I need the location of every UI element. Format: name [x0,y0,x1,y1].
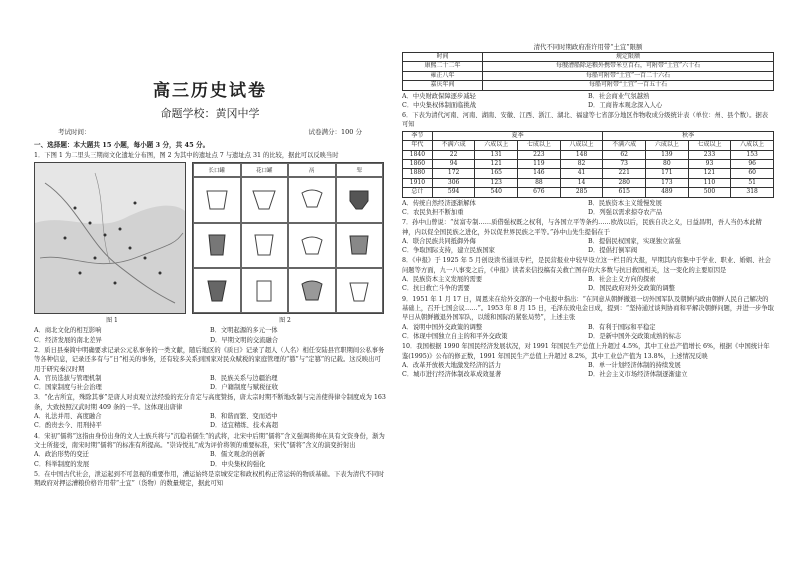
option-b[interactable]: B．单一计划经济体制的持续发展 [588,361,681,369]
table-cell: 171 [646,169,689,178]
vessel-header: 鬲 [288,163,336,177]
option-a[interactable]: A．官员选拔与管理机制 [34,375,102,383]
table-row [403,81,774,90]
table-cell: 540 [475,188,518,197]
table-cell: 121 [688,169,731,178]
table-cell: 173 [646,178,689,187]
table-cell: 123 [475,178,518,187]
table-cell: 总计 [403,188,433,197]
question-6-options [402,199,774,217]
table-cell: 139 [646,150,689,159]
option-c[interactable]: C．中央集权体制面临挑战 [402,101,477,109]
table-header: 七成以上 [518,141,561,150]
question-10-stem: 10．我国根据 1990 年国民经济发展状况，对 1991 年国民生产总值上升超过 4.5%，其中工业总产值增长 6%，根据《中国统计年鉴(1995)》公布的修正数，1991 年国民生产总值上升超过 8.2%，其中工业总产值为 13.8%，上述情况反映 [402,343,770,360]
option-a[interactable]: A．政治形势的变迁 [34,451,89,459]
table-cell: 每艘漕船除运粮外携带米豆百石，可附带“土宜”六十石 [483,62,774,71]
table-header: 六成以上 [475,141,518,150]
option-b[interactable]: B．社会主义方向的探索 [588,276,656,284]
option-d[interactable]: D．工商皆本观念深入人心 [588,101,663,109]
table-cell: 82 [560,160,603,169]
full-score: 试卷满分：100 分 [308,128,362,136]
table-cell: 1860 [403,160,433,169]
question-3-stem: 3．“化古所宜，殊除其事”是唐人对贞观立法经验的充分肯定与高度赞扬，唐太宗时期不断地改制与完善使得律令制度成为 163 条，大致按照汉武时期 409 条的一半。这体现出唐律 [34,394,386,411]
vessel-drawing [336,223,384,268]
option-d[interactable]: D．国民政府对外交政策的调整 [588,285,675,293]
table-cell: 280 [603,178,646,187]
option-d[interactable]: D．早期文明的交流融合 [210,336,279,344]
option-d[interactable]: D．社会主义市场经济体制逐渐建立 [588,371,688,379]
table-cell: 306 [432,178,475,187]
option-c[interactable]: C．争取国际支持，建立民族国家 [402,247,495,255]
table-cell: 88 [518,178,561,187]
option-a[interactable]: A．礼法并用、高度融合 [34,413,102,421]
right-column [402,42,774,379]
question-4-stem: 4．宋初“儒将”这指由身份出身的文人士族兵将与“沉稳若儒生”的武将，北宋中后期“儒将”含义强调将帅在具有文资身份，渐为文士所接受，南宋时期“儒将”的标准有所提高。“崇诗悦礼”成为评价将领的重要标准，宋代“儒将”含义的演变折射出 [34,432,385,450]
question-9-stem: 9．1951 年 1 月 17 日，周恩来在给外交部的一个电报中指出：“在同意从朝鲜撤退一切外国军队及朝鲜内政由朝鲜人民自己解决的基础上，召开七国会议……”。1953 年 8 月 15 日，毛泽东致电金日成，提到：“坚持通过谈判协商和平解决朝鲜问题，并进一步争取早日从朝鲜撤退外国军队，以缓和国际的紧张局势”，上述主张 [402,295,774,322]
option-c[interactable]: C．酌贵去今、用刑持平 [34,422,102,430]
table-cell: 14 [560,178,603,187]
option-a[interactable]: A．传统自然经济逐渐解体 [402,199,476,207]
option-a[interactable]: A．中央财政保障逐步减轻 [402,92,476,100]
autumn-header: 秋季 [603,131,774,140]
option-d[interactable]: D．中央集权的强化 [210,460,266,468]
vessel-drawing [336,268,384,313]
table-cell: 41 [560,169,603,178]
vessel-drawing [193,268,241,313]
table-cell: 1880 [403,169,433,178]
option-c[interactable]: C．体现中国独立自主的和平外交政策 [402,332,508,340]
table-5-title: 清代不同时期政府准许用带“土宜”限额 [533,43,643,51]
question-9-options [402,323,774,341]
table-cell: 51 [731,178,774,187]
vessel-drawing [241,223,289,268]
table-row [403,160,774,169]
option-c[interactable]: C．农民负担不断加重 [402,208,464,216]
table-cell: 94 [432,160,475,169]
table-cell: 223 [518,150,561,159]
table-cell: 153 [731,150,774,159]
page-title: 高三历史试卷 [153,81,267,101]
option-a[interactable]: A．改革开放极大地激发经济的活力 [402,361,502,369]
table-header: 八成以上 [560,141,603,150]
question-3-options [34,412,386,430]
summer-header: 夏季 [432,131,603,140]
table-cell: 318 [731,188,774,197]
exam-meta [34,127,386,136]
harvest-table [402,131,774,198]
option-c[interactable]: C．国家制度与社会治理 [34,384,102,392]
vessel-drawing [288,223,336,268]
option-d[interactable]: D．列强以需求掠夺农产品 [588,208,663,216]
question-7-stem: 7．孙中山曾说：“贫富专制……质借强权既之权利，与各国立平等条约……欧战以后，民族自决之义，日益昌明，吾人当仍本此精神，内以促全国民族之进化，外以促世界民族之平等。”孙中山先生提倡在于 [402,219,762,236]
table-cell: 60 [731,169,774,178]
table-cell: 康熙二十二年 [403,62,483,71]
table-cell: 594 [432,188,475,197]
section-heading: 一、选择题：本大题共 15 小题，每小题 3 分，共 45 分。 [34,141,210,149]
table-row [403,188,774,197]
option-c[interactable]: C．抗日救亡斗争的需要 [402,285,470,293]
option-d[interactable]: D．是新中国外交政策成熟的标志 [588,332,682,340]
table-cell: 221 [603,169,646,178]
table-row [403,62,774,71]
question-1-figures [34,162,386,314]
table-cell: 每船可附带“土宜”一百五十石 [483,81,774,90]
table-cell: 119 [518,160,561,169]
question-7-options [402,237,774,255]
vessel-drawing [241,177,289,222]
option-b[interactable]: B．儒文观念的创新 [210,451,266,459]
table-cell: 489 [646,188,689,197]
question-1-stem: 1．下图 1 为二里头三期商文化遗址分布图，图 2 为其中的遗址点 7 与遗址点 31 的比较，据此可以反映当时 [34,152,339,159]
figure-captions [34,315,386,324]
left-column [34,58,386,489]
school-line: 命题学校：黄冈中学 [160,107,260,120]
question-6-stem: 6．下表为清代河南、河南、湖南、安徽、江西、浙江、湖北、福建等七省部分地区作物收成分级统计表（单位：州、县个数）。据表可知 [402,112,769,129]
table-header: 时间 [403,53,483,62]
option-d[interactable]: D．提倡打倒军阀 [588,247,638,255]
table-cell: 1910 [403,178,433,187]
table-cell: 96 [731,160,774,169]
season-header: 季节 [403,131,433,140]
table-cell: 雍正八年 [403,71,483,80]
question-8-options [402,275,774,293]
option-c[interactable]: C．科举制度的发展 [34,460,90,468]
table-cell: 121 [475,160,518,169]
vessel-drawing [288,177,336,222]
option-b[interactable]: B．有利于国际和平稳定 [588,323,656,331]
table-cell: 93 [688,160,731,169]
table-cell: 110 [688,178,731,187]
option-a[interactable]: A．民族资本主义发展的需要 [402,276,483,284]
table-cell: 1840 [403,150,433,159]
figure-2-caption: 图 2 [279,317,291,325]
vessel-header: 斝 [336,163,384,177]
question-5-stem: 5．在中国古代社会，泄运起到不可忽视的重要作用，漕运始终是京城安定和政权机构正常运转的物质基础。下表为清代不同时期政府对押运漕粮价格许用带“土宜”（货物）的数量规定，据此可知 [34,470,385,488]
table-cell: 每船可附带“土宜”一百二十六石 [483,71,774,80]
table-row [403,178,774,187]
quota-table [402,52,774,91]
table-header: 不满六成 [432,141,475,150]
table-header: 不满六成 [603,141,646,150]
option-c[interactable]: C．经济发展的南北差异 [34,336,102,344]
question-8-stem: 8．《申报》于 1925 年 5 月创设读书通讯专栏，是民营报业中较早设立这一栏目的大报，早期其内容集中于学业、职业、婚姻、社会问题等方面，九一八事变之后，《申报》读者来信投稿有关救亡图存的大多数与抗日救国相关，这一变化的主要原因是 [402,257,771,274]
option-d[interactable]: D．户籍制度与赋税征收 [210,384,279,392]
option-a[interactable]: A．说明中国外交政策的调整 [402,323,483,331]
option-d[interactable]: D．适宜精练、技术高超 [210,422,279,430]
table-row [403,150,774,159]
option-b[interactable]: B．和谐而繁、变而适中 [210,413,278,421]
question-5-options [402,92,774,110]
option-b[interactable]: B．社会商业气氛越熟 [588,92,650,100]
site-distribution-map [34,162,186,314]
table-cell: 22 [432,150,475,159]
table-header: 七成以上 [688,141,731,150]
table-cell: 73 [603,160,646,169]
vessel-header: 长口罐 [193,163,241,177]
table-cell: 285 [560,188,603,197]
table-cell: 62 [603,150,646,159]
exam-time: 考试时间： [58,128,91,136]
question-2-options [34,374,386,392]
vessel-drawing [288,268,336,313]
option-a[interactable]: A．商北文化的相互影响 [34,327,102,335]
table-cell: 676 [518,188,561,197]
vessel-drawing [336,177,384,222]
option-b[interactable]: B．民族资本主义缓慢发展 [588,199,662,207]
table-row [403,169,774,178]
table-cell: 80 [646,160,689,169]
option-c[interactable]: C．城市进行经济体制改革成效显著 [402,371,502,379]
vessel-drawing [193,223,241,268]
year-header: 年代 [403,141,433,150]
table-cell: 233 [688,150,731,159]
table-cell: 148 [560,150,603,159]
table-cell: 172 [432,169,475,178]
question-10-options [402,361,774,379]
option-a[interactable]: A．联合民族共同抵御外侮 [402,237,476,245]
option-b[interactable]: B．提倡民权国家，实现独立富强 [588,237,681,245]
table-header: 六成以上 [646,141,689,150]
vessel-drawing [193,177,241,222]
option-b[interactable]: B．文明起源的多元一体 [210,327,278,335]
vessel-comparison-table [192,162,384,314]
question-1-options [34,326,386,344]
vessel-drawing [241,268,289,313]
figure-1-caption: 图 1 [106,317,118,325]
question-4-options [34,450,386,468]
table-cell: 146 [518,169,561,178]
question-2-stem: 2．质日县秦简中明确要求记录公元私事务的一类文献，随后地区的《质日》记录了超人（人名）相任安陆县官职期间公私事务等各种信息，记录还多有与“日”相关的事务，还有较多关系到国家对民众赋税的家庭管理的“篡”与“定篡”的记载。这反映出可用于研究秦汉时期 [34,346,385,373]
table-cell: 嘉庆年间 [403,81,483,90]
table-cell: 500 [688,188,731,197]
table-header: 规定限额 [483,53,774,62]
option-b[interactable]: B．民族关系与边疆治理 [210,375,278,383]
table-cell: 131 [475,150,518,159]
table-cell: 615 [603,188,646,197]
vessel-header: 花口罐 [241,163,289,177]
harvest-body [403,150,774,197]
table-row [403,71,774,80]
table-cell: 165 [475,169,518,178]
table-header: 八成以上 [731,141,774,150]
